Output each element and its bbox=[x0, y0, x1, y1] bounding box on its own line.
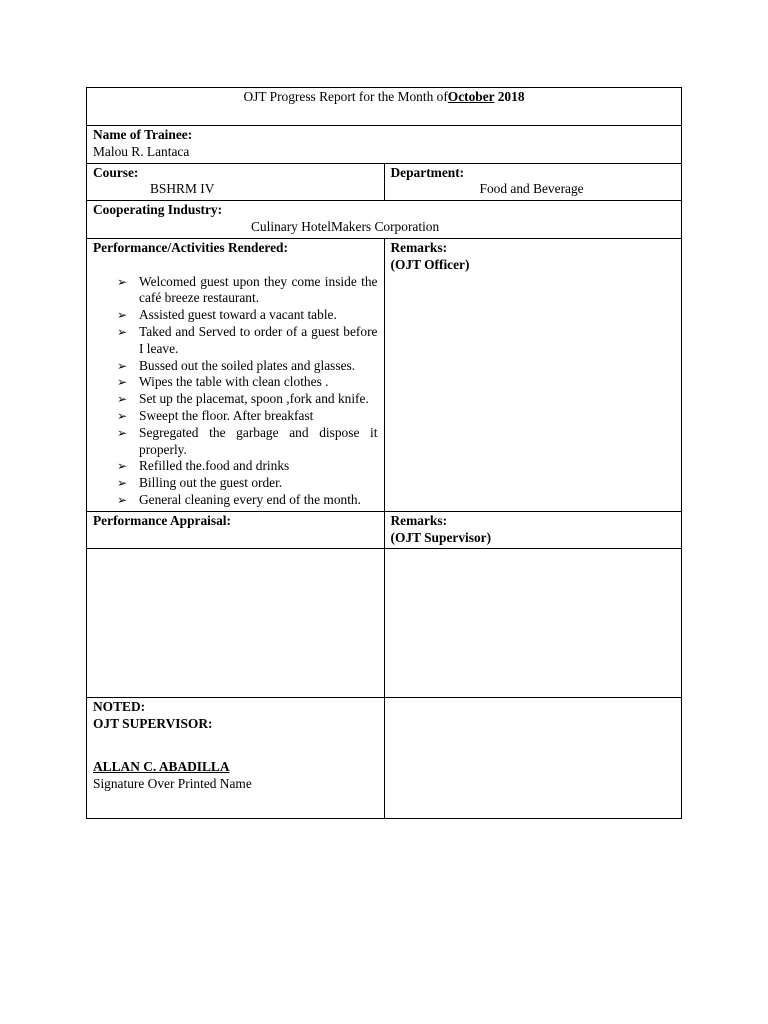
arrow-bullet-icon: ➢ bbox=[117, 358, 128, 373]
noted-cell bbox=[87, 698, 385, 819]
arrow-bullet-icon: ➢ bbox=[117, 274, 128, 289]
remarks-supervisor-sub: (OJT Supervisor) bbox=[390, 529, 492, 545]
remarks-supervisor-label: Remarks: bbox=[390, 512, 448, 528]
signature-space bbox=[93, 733, 378, 759]
arrow-bullet-icon: ➢ bbox=[117, 492, 128, 507]
noted-blank-cell bbox=[384, 698, 682, 819]
remarks-officer-label: Remarks: bbox=[390, 239, 448, 255]
remarks-blank-cell bbox=[384, 549, 682, 698]
department-label: Department: bbox=[390, 164, 465, 180]
list-item: ➢ General cleaning every end of the month. bbox=[117, 491, 361, 507]
remarks-officer-sub: (OJT Officer) bbox=[390, 256, 470, 272]
report-title bbox=[87, 88, 682, 126]
remarks-officer-cell bbox=[384, 238, 682, 511]
signature-caption: Signature Over Printed Name bbox=[93, 775, 252, 791]
trainee-label: Name of Trainee: bbox=[93, 127, 193, 142]
industry-cell bbox=[87, 201, 682, 239]
title-year: 2018 bbox=[494, 89, 525, 104]
department-cell bbox=[384, 163, 682, 201]
course-cell bbox=[87, 163, 385, 201]
list-item: ➢ Bussed out the soiled plates and glasses. bbox=[117, 357, 356, 373]
title-prefix: OJT Progress Report for the Month of bbox=[243, 89, 448, 104]
arrow-bullet-icon: ➢ bbox=[117, 308, 128, 323]
list-item: ➢ Sweept the floor. After breakfast bbox=[117, 407, 314, 423]
industry-value: Culinary HotelMakers Corporation bbox=[251, 218, 440, 234]
list-item: ➢ Refilled the.food and drinks bbox=[117, 458, 290, 474]
list-item: ➢ Taked and Served to order of a guest before I leave. bbox=[117, 323, 378, 356]
appraisal-header-row bbox=[87, 511, 682, 549]
arrow-bullet-icon: ➢ bbox=[117, 392, 128, 407]
noted-label: NOTED: bbox=[93, 699, 146, 715]
arrow-bullet-icon: ➢ bbox=[117, 375, 128, 390]
performance-row bbox=[87, 238, 682, 511]
appraisal-blank-row bbox=[87, 549, 682, 698]
appraisal-cell bbox=[87, 511, 385, 549]
supervisor-role: OJT SUPERVISOR: bbox=[93, 716, 213, 732]
course-value: BSHRM IV bbox=[150, 181, 215, 197]
arrow-bullet-icon: ➢ bbox=[117, 459, 128, 474]
industry-label: Cooperating Industry: bbox=[93, 202, 223, 218]
performance-cell bbox=[87, 238, 385, 511]
list-item: ➢ Wipes the table with clean clothes . bbox=[117, 374, 329, 390]
activities-list bbox=[93, 274, 378, 509]
appraisal-label: Performance Appraisal: bbox=[93, 512, 231, 528]
trainee-name: Malou R. Lantaca bbox=[93, 143, 190, 159]
performance-label: Performance/Activities Rendered: bbox=[93, 239, 288, 255]
trainee-row bbox=[87, 126, 682, 164]
list-item: ➢ Set up the placemat, spoon ,fork and knife. bbox=[117, 391, 369, 407]
list-item: ➢ Assisted guest toward a vacant table. bbox=[117, 307, 337, 323]
appraisal-blank-cell bbox=[87, 549, 385, 698]
department-value: Food and Beverage bbox=[479, 181, 584, 197]
industry-row bbox=[87, 201, 682, 239]
course-department-row bbox=[87, 163, 682, 201]
list-item: ➢ Welcomed guest upon they come inside the café breeze restaurant. bbox=[117, 273, 378, 306]
list-item: ➢ Billing out the guest order. bbox=[117, 475, 283, 491]
arrow-bullet-icon: ➢ bbox=[117, 324, 128, 339]
title-row bbox=[87, 88, 682, 126]
trainee-cell bbox=[87, 126, 682, 164]
arrow-bullet-icon: ➢ bbox=[117, 476, 128, 491]
noted-row bbox=[87, 698, 682, 819]
progress-report-table bbox=[86, 87, 682, 819]
supervisor-name: ALLAN C. ABADILLA bbox=[93, 758, 230, 774]
course-label: Course: bbox=[93, 164, 139, 180]
remarks-supervisor-cell bbox=[384, 511, 682, 549]
title-month: October bbox=[447, 89, 495, 104]
list-item: ➢ Segregated the garbage and dispose it properly. bbox=[117, 424, 378, 457]
arrow-bullet-icon: ➢ bbox=[117, 408, 128, 423]
arrow-bullet-icon: ➢ bbox=[117, 425, 128, 440]
